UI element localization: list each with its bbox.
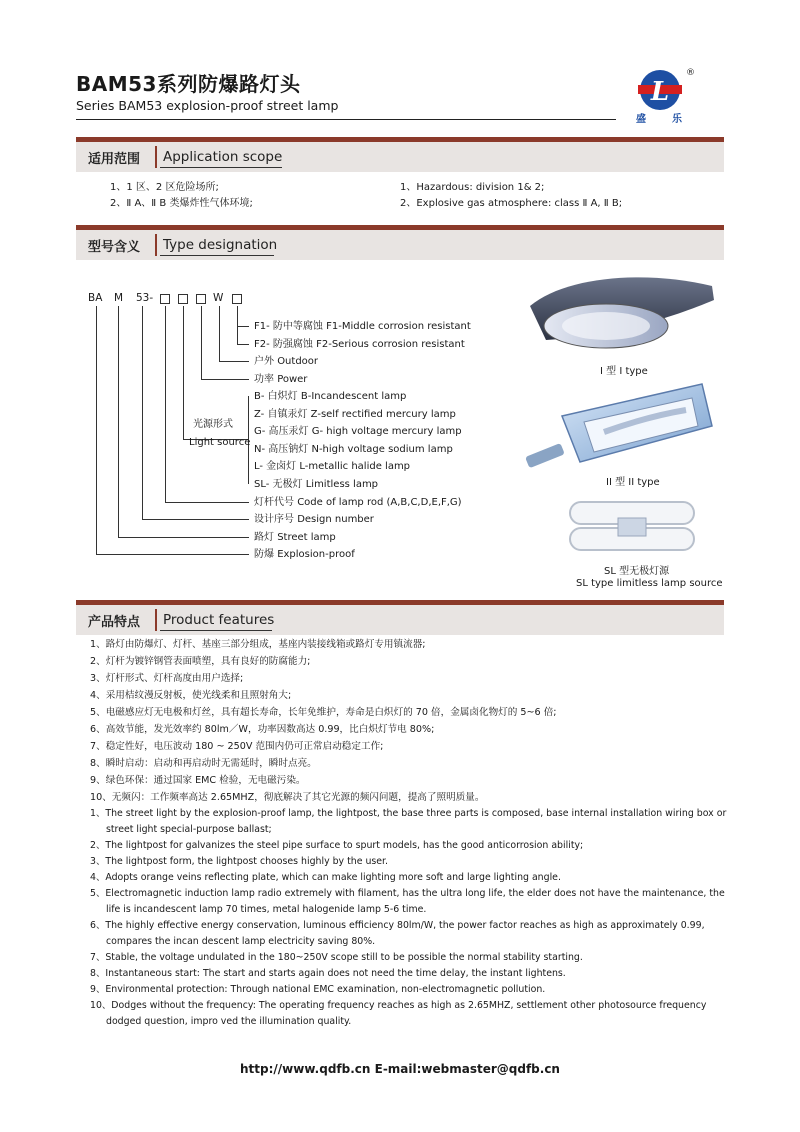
connector-line xyxy=(118,306,119,537)
application-en-1: 1、Hazardous: division 1& 2; xyxy=(400,182,545,193)
designation-item: L- 金卤灯 L-metallic halide lamp xyxy=(254,461,411,472)
title-prefix: BAM53 xyxy=(76,72,157,96)
feature-en: 5、Electromagnetic induction lamp radio extremely with filament, has the ultra long life, the elder does not have the maintenance, the xyxy=(90,888,725,899)
code-box-corrosion xyxy=(232,294,242,304)
section-separator xyxy=(155,234,157,256)
section-title-cn: 适用范围 xyxy=(88,152,141,167)
page-subtitle: Series BAM53 explosion-proof street lamp xyxy=(76,98,339,113)
connector-line xyxy=(219,306,220,361)
section-underline xyxy=(160,630,272,631)
feature-cn: 2、灯杆为镀锌钢管表面喷塑，具有良好的防腐能力; xyxy=(90,656,311,667)
connector-line xyxy=(96,554,249,555)
feature-en: compares the incan descent lamp electricity saving 80%. xyxy=(106,936,376,947)
feature-en: dodged question, impro ved the illumination quality. xyxy=(106,1016,352,1027)
designation-item: Z- 自镇汞灯 Z-self rectified mercury lamp xyxy=(254,409,456,420)
section-title-en: Application scope xyxy=(163,149,283,165)
connector-line xyxy=(96,306,97,554)
application-cn-2: 2、Ⅱ A、Ⅱ B 类爆炸性气体环境; xyxy=(110,198,253,209)
section-separator xyxy=(155,146,157,168)
footer-contact: http://www.qdfb.cn E-mail:webmaster@qdfb.cn xyxy=(240,1062,560,1076)
section-features xyxy=(76,605,724,635)
title-cn: 系列防爆路灯头 xyxy=(156,72,301,96)
application-en-2: 2、Explosive gas atmosphere: class Ⅱ A, Ⅱ B; xyxy=(400,198,623,209)
section-application xyxy=(76,142,724,172)
registered-mark: ® xyxy=(686,68,695,78)
lamp-caption-3-en: SL type limitless lamp source xyxy=(576,578,723,589)
lamp-image-sl xyxy=(560,488,704,560)
connector-line xyxy=(237,344,249,345)
designation-item: 功率 Power xyxy=(254,374,308,385)
feature-en: 10、Dodges without the frequency: The operating frequency reaches as high as 2.65MHZ, settlement other photosource frequency xyxy=(90,1000,707,1011)
feature-en: 9、Environmental protection: Through national EMC examination, non-electromagnetic pollution. xyxy=(90,984,546,995)
light-source-en: Light source xyxy=(189,437,251,448)
feature-cn: 5、电磁感应灯无电极和灯丝，具有超长寿命，长年免维护，寿命是白炽灯的 70 倍，金属卤化物灯的 5~6 倍; xyxy=(90,707,557,718)
features-cn-list xyxy=(90,636,730,806)
feature-cn: 4、采用桔纹漫反射板，使光线柔和且照射角大; xyxy=(90,690,292,701)
designation-item: F2- 防强腐蚀 F2-Serious corrosion resistant xyxy=(254,339,465,350)
designation-item: 灯杆代号 Code of lamp rod (A,B,C,D,E,F,G) xyxy=(254,497,462,508)
designation-item: N- 高压钠灯 N-high voltage sodium lamp xyxy=(254,444,453,455)
connector-line xyxy=(219,361,249,362)
connector-line xyxy=(237,326,249,327)
page-title xyxy=(76,68,300,97)
feature-en: 2、The lightpost for galvanizes the steel pipe surface to spurt models, has the good anticorrosion ability; xyxy=(90,840,584,851)
feature-en: 4、Adopts orange veins reflecting plate, which can make lighting more soft and large lighting angle. xyxy=(90,872,561,883)
light-source-cn: 光源形式 xyxy=(193,419,233,430)
code-box-power xyxy=(196,294,206,304)
connector-line xyxy=(201,306,202,379)
features-en-list xyxy=(90,806,740,1030)
connector-line xyxy=(183,306,184,439)
code-m: M xyxy=(114,292,124,304)
code-w: W xyxy=(213,292,224,304)
code-box-rod xyxy=(160,294,170,304)
application-cn-1: 1、1 区、2 区危险场所; xyxy=(110,182,219,193)
logo-char-1: 盛 xyxy=(636,114,646,125)
section-underline xyxy=(160,167,282,168)
feature-cn: 10、无频闪：工作频率高达 2.65MHZ，彻底解决了其它光源的频闪问题，提高了照明质量。 xyxy=(90,792,485,803)
designation-item: G- 高压汞灯 G- high voltage mercury lamp xyxy=(254,426,462,437)
section-title-en: Type designation xyxy=(163,237,278,253)
connector-line xyxy=(142,306,143,519)
feature-cn: 1、路灯由防爆灯、灯杆、基座三部分组成，基座内装接线箱或路灯专用镇流器; xyxy=(90,639,426,650)
feature-en: 8、Instantaneous start: The start and starts again does not need the time delay, the instant lightens. xyxy=(90,968,566,979)
section-type xyxy=(76,230,724,260)
connector-line xyxy=(165,306,166,502)
code-box-source xyxy=(178,294,188,304)
connector-line xyxy=(201,379,249,380)
lamp-caption-1: I 型 I type xyxy=(600,366,648,377)
connector-line xyxy=(142,519,249,520)
logo-char-2: 乐 xyxy=(672,114,682,125)
designation-item: B- 白炽灯 B-Incandescent lamp xyxy=(254,391,407,402)
feature-en: 7、Stable, the voltage undulated in the 180~250V scope still to be possible the normal stability starting. xyxy=(90,952,583,963)
logo-letter: L xyxy=(650,77,670,107)
code-53: 53- xyxy=(136,292,154,304)
connector-line xyxy=(165,502,249,503)
feature-en: street light special-purpose ballast; xyxy=(106,824,272,835)
feature-cn: 8、瞬时启动：启动和再启动时无需延时，瞬时点亮。 xyxy=(90,758,317,769)
lamp-caption-3-cn: SL 型无极灯源 xyxy=(604,566,670,577)
feature-cn: 6、高效节能，发光效率约 80lm／W，功率因数高达 0.99，比白炽灯节电 80%; xyxy=(90,724,435,735)
feature-cn: 9、绿色环保：通过国家 EMC 检验，无电磁污染。 xyxy=(90,775,306,786)
designation-item: SL- 无极灯 Limitless lamp xyxy=(254,479,379,490)
feature-cn: 7、稳定性好，电压波动 180 ~ 250V 范围内仍可正常启动稳定工作; xyxy=(90,741,384,752)
section-title-en: Product features xyxy=(163,612,275,628)
feature-cn: 3、灯杆形式、灯杆高度由用户选择; xyxy=(90,673,244,684)
code-ba: BA xyxy=(88,292,103,304)
lamp-image-type-2 xyxy=(522,376,718,472)
section-underline xyxy=(160,255,274,256)
lamp-caption-2: II 型 II type xyxy=(606,477,660,488)
section-title-cn: 产品特点 xyxy=(88,615,141,630)
designation-item: 户外 Outdoor xyxy=(254,356,319,367)
title-rule xyxy=(76,119,616,120)
designation-item: 防爆 Explosion-proof xyxy=(254,549,355,560)
feature-en: 6、The highly effective energy conservation, luminous efficiency 80lm/W, the power factor reaches as high as approximately 0.99, xyxy=(90,920,705,931)
section-title-cn: 型号含义 xyxy=(88,240,141,255)
designation-item: 路灯 Street lamp xyxy=(254,532,336,543)
feature-en: 1、The street light by the explosion-proof lamp, the lightpost, the base three parts is composed, base internal installation wiring box or xyxy=(90,808,727,819)
designation-item: F1- 防中等腐蚀 F1-Middle corrosion resistant xyxy=(254,321,471,332)
lamp-image-type-1 xyxy=(526,266,720,358)
feature-en: life is incandescent lamp 70 times, metal halogenide lamp 5-6 time. xyxy=(106,904,427,915)
feature-en: 3、The lightpost form, the lightpost chooses highly by the user. xyxy=(90,856,389,867)
section-separator xyxy=(155,609,157,631)
connector-line xyxy=(118,537,249,538)
connector-line xyxy=(237,306,238,344)
designation-item: 设计序号 Design number xyxy=(254,514,374,525)
